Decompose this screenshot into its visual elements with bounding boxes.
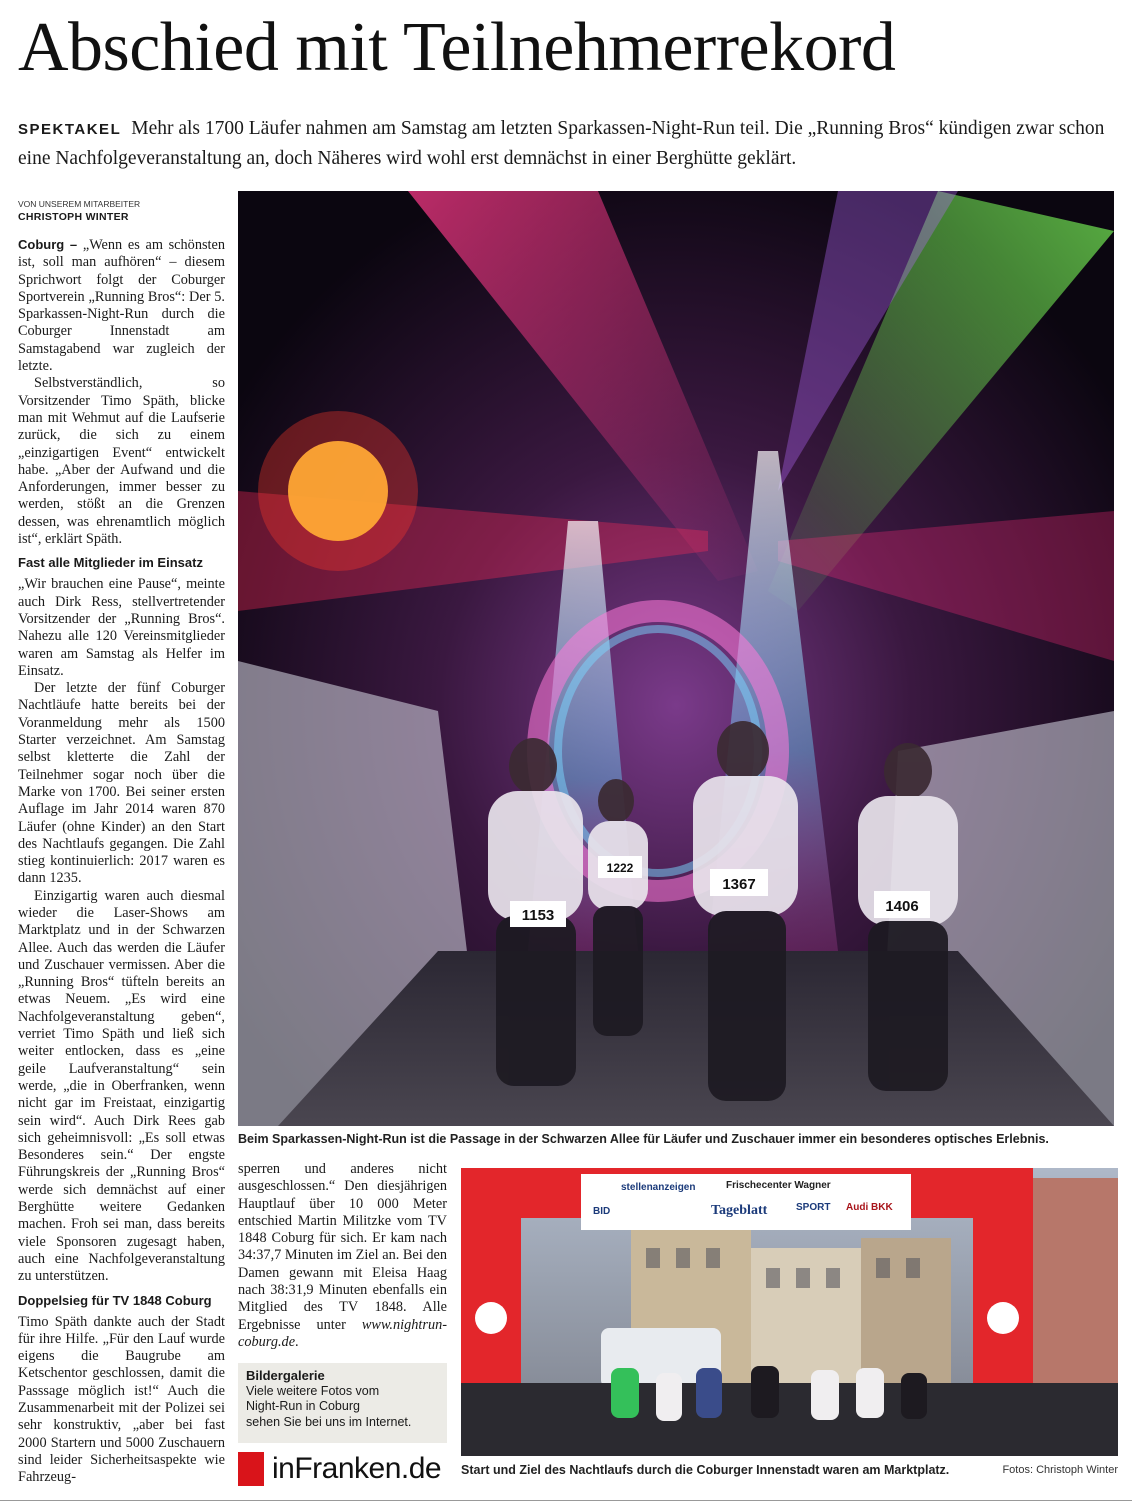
banner-brand-1: stellenanzeigen [621, 1182, 696, 1193]
gallery-line-3: sehen Sie bei uns im Internet. [246, 1414, 412, 1429]
paragraph-7-end: . [295, 1333, 299, 1350]
gallery-teaser-box[interactable] [238, 1363, 447, 1443]
second-photo-start-finish [461, 1168, 1118, 1456]
article-column-left [18, 236, 225, 1486]
byline-author: CHRISTOPH WINTER [18, 211, 129, 223]
banner-brand-6: Audi BKK [846, 1202, 893, 1213]
second-photo-caption-row [461, 1462, 1118, 1478]
paragraph-7: sperren und anderes nicht ausgeschlossen.“ Den diesjährigen Hauptlauf über 10 000 Meter entschied Martin Militzke vom TV 1848 Coburg für sich. Er kam nach 34:37,7 Minuten im Ziel an. Bei den Damen gewann mit Eleisa Haag nach 38:31,9 Minuten ebenfalls ein Mitglied des TV 1848. Alle Ergebnisse unter [238, 1161, 447, 1333]
main-photo-laser-show [238, 191, 1114, 1126]
banner-brand-3: BID [593, 1206, 611, 1217]
article-column-middle [238, 1161, 447, 1351]
paragraph-5: Einzigartig waren auch diesmal wieder die Laser-Shows am Marktplatz und in der Schwarzen Allee. Auch das werden die Läufer und Zuschauer vermissen. Aber die „Running Bros“ tüfteln bereits an etwas Neuem. „Es wird eine Nachfolgeveranstaltung geben“, verriet Timo Späth und ließ sich weiter entlocken, dass es „eine geile Laufveranstaltung“ sein werde, „die in Oberfranken, wenn nicht gar im Freistaat, einzigartig sein wird“. Auch Dirk Rees gab sich geheimnisvoll: „Es soll etwas Besonderes sein.“ Der engste Führungskreis der „Running Bros“ werde sich demnächst auf einer Berghütte weitere Gedanken machen. Froh sei man, dass bereits viele Sponsoren zugesagt haben, auch eine Nachfolgeveranstaltung zu unterstützen. [18, 887, 225, 1285]
second-photo-illustration [461, 1168, 1118, 1456]
gallery-line-1: Viele weitere Fotos vom [246, 1383, 380, 1398]
banner-brand-2: Frischecenter Wagner [726, 1180, 831, 1191]
gallery-title: Bildergalerie [246, 1368, 325, 1383]
paragraph-2: Selbstverständlich, so Vorsitzender Timo Späth, blicke man mit Wehmut auf die Laufserie zurück, die sich zu einem „einzigartigen Event“ entwickelt habe. „Aber der Aufwand und die Anforderungen, immer besser zu werden, stößt an die Grenzen dessen, was ehrenamtlich möglich ist“, erklärt Späth. [18, 375, 225, 548]
infranken-logo-mark-icon [238, 1452, 264, 1486]
paragraph-1-text: „Wenn es am schönsten ist, soll man aufhören“ – diesem Sprichwort folgt der Coburger Sportverein „Running Bros“: Der 5. Sparkassen-Night-Run durch die Coburger Innenstadt am Samstagabend war zugleich der letzte. [18, 237, 225, 375]
main-photo-illustration [238, 191, 1114, 1126]
second-photo-caption: Start und Ziel des Nachtlaufs durch die Coburger Innenstadt waren am Marktplatz. [461, 1463, 950, 1477]
headline: Abschied mit Teilnehmerrekord [18, 9, 896, 86]
banner-brand-5: SPORT [796, 1202, 831, 1213]
bib-number-1: 1153 [521, 907, 555, 924]
paragraph-1 [18, 236, 225, 375]
banner-brand-4: Tageblatt [711, 1203, 768, 1218]
dateline: Coburg – [18, 237, 78, 252]
kicker: SPEKTAKEL [18, 121, 122, 138]
photo-credit: Fotos: Christoph Winter [1002, 1464, 1118, 1476]
gallery-line-2: Night-Run in Coburg [246, 1399, 360, 1413]
paragraph-4: Der letzte der fünf Coburger Nachtläufe hatte bereits bei der Voranmeldung mehr als 1500 Starter verzeichnet. Am Samstag selbst kletterte die Zahl der Teilnehmer sogar noch über die Marke von 1700. Bei seiner ersten Auflage im Jahr 2014 waren 870 Läufer (ohne Kinder) an den Start des Nachtlaufs gegangen. Die Zahl stieg kontinuierlich: 2017 waren es dann 1235. [18, 680, 225, 887]
lead-text: Mehr als 1700 Läufer nahmen am Samstag am letzten Sparkassen-Night-Run teil. Die „Running Bros“ kündigen zwar schon eine Nachfolgeveranstaltung an, doch Näheres wird wohl erst demnächst in einer Berghütte geklärt. [18, 118, 1105, 169]
subheading-1: Fast alle Mitglieder im Einsatz [18, 555, 203, 571]
results-link[interactable]: www.nightrun-coburg.de [238, 1316, 448, 1350]
bib-number-2: 1222 [606, 861, 634, 875]
bib-number-4: 1406 [885, 898, 919, 915]
lead-paragraph [18, 114, 1118, 173]
infranken-logo[interactable] [238, 1448, 453, 1490]
bottom-rule [0, 1500, 1132, 1501]
paragraph-6: Timo Späth dankte auch der Stadt für ihre Hilfe. „Für den Lauf wurde eigens die Baugrube am Ketschentor geschlossen, damit die Passsage möglich ist!“ Auch die Zusammenarbeit mit der Polizei sei sehr konstruktiv, „aber bei fast 2000 Startern und 5000 Zuschauern sind leider Sicherheitsaspekte wie Fahrzeug- [18, 1313, 225, 1486]
main-photo-caption: Beim Sparkassen-Night-Run ist die Passage in der Schwarzen Allee für Läufer und Zuschauer immer ein besonderes optisches Erlebnis. [238, 1132, 1049, 1146]
subheading-2: Doppelsieg für TV 1848 Coburg [18, 1292, 212, 1308]
bib-number-3: 1367 [722, 876, 756, 893]
byline-prefix: VON UNSEREM MITARBEITER [18, 199, 141, 209]
infranken-logo-text: inFranken.de [272, 1452, 442, 1485]
paragraph-3: „Wir brauchen eine Pause“, meinte auch Dirk Ress, stellvertretender Vorsitzender der „Running Bros“. Nahezu alle 120 Vereinsmitglieder waren am Samstag als Helfer im Einsatz. [18, 576, 225, 679]
